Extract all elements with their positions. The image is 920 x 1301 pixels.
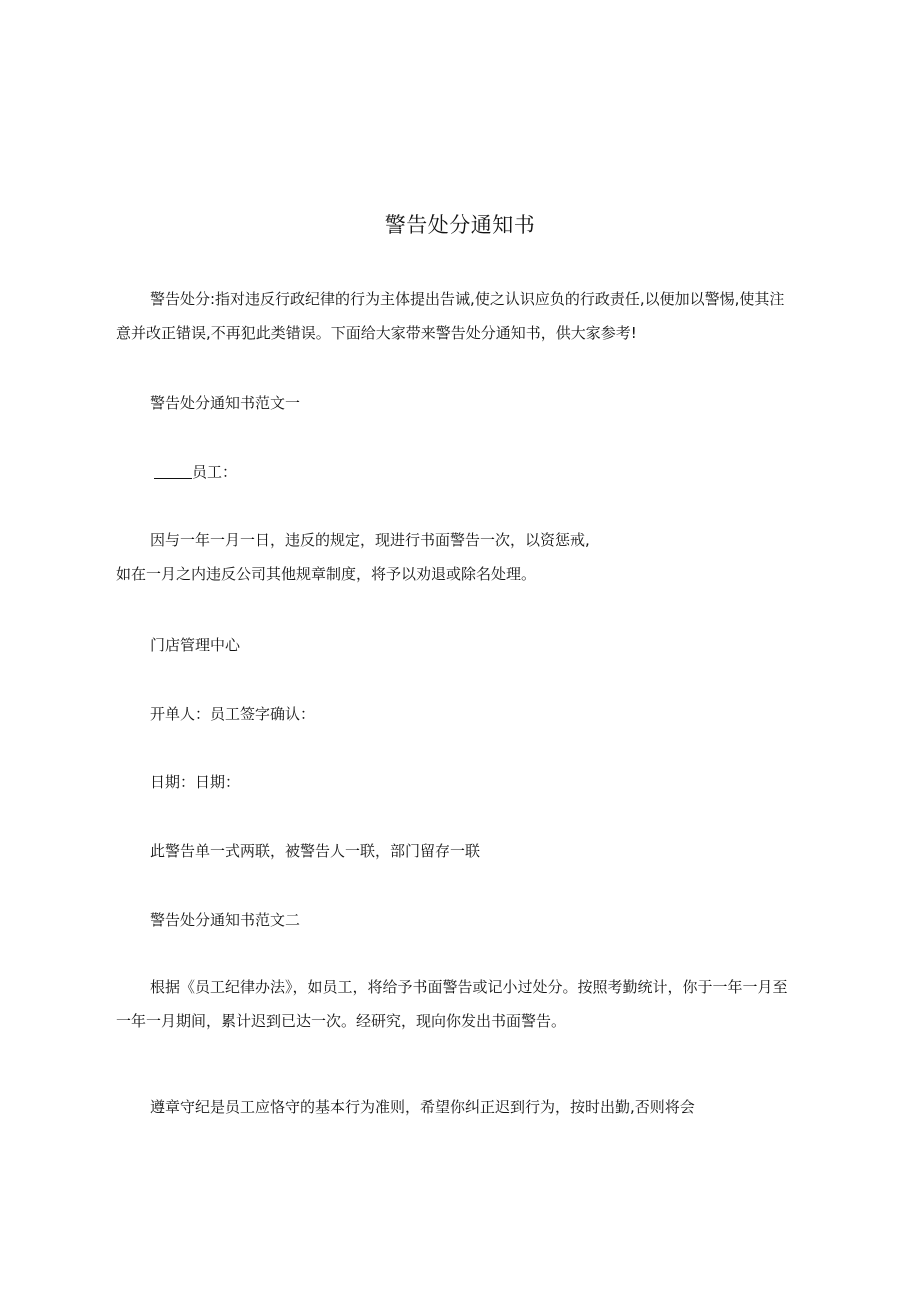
sample1-heading: 警告处分通知书范文一 (150, 394, 301, 412)
sample2-body-line-1: 根据《员工纪律办法》，如员工，将给予书面警告或记小过处分。按照考勤统计，你于一年一月至 (150, 978, 788, 996)
dates-line: 日期：日期： (150, 773, 241, 791)
sample1-body-line-1: 因与一年一月一日，违反的规定，现进行书面警告一次，以资惩戒, (150, 531, 590, 549)
sample2-body (116, 970, 816, 1038)
sample2-body-line-2: 一年一月期间，累计迟到已达一次。经研究，现向你发出书面警告。 (116, 1012, 567, 1030)
intro-paragraph (116, 282, 816, 350)
copies-note: 此警告单一式两联，被警告人一联，部门留存一联 (150, 842, 481, 860)
issuing-org: 门店管理中心 (150, 636, 241, 654)
addressee-line (116, 455, 850, 489)
sample2-body-2: 遵章守纪是员工应恪守的基本行为准则，希望你纠正迟到行为，按时出勤,否则将会 (150, 1098, 695, 1116)
sample2-heading: 警告处分通知书范文二 (150, 911, 301, 929)
document-title: 警告处分通知书 (384, 213, 536, 237)
intro-line-1: 警告处分:指对违反行政纪律的行为主体提出告诫,使之认识应负的行政责任,以便加以警惕,使其注 (150, 290, 785, 308)
addressee-suffix: 员工： (192, 463, 238, 481)
sample1-body-line-2: 如在一月之内违反公司其他规章制度，将予以劝退或除名处理。 (116, 565, 537, 583)
name-blank-underline (154, 462, 192, 479)
intro-line-2: 意并改正错误,不再犯此类错误。下面给大家带来警告处分通知书，供大家参考! (116, 324, 637, 342)
signers-line: 开单人：员工签字确认： (150, 705, 316, 723)
sample1-body (116, 523, 816, 591)
